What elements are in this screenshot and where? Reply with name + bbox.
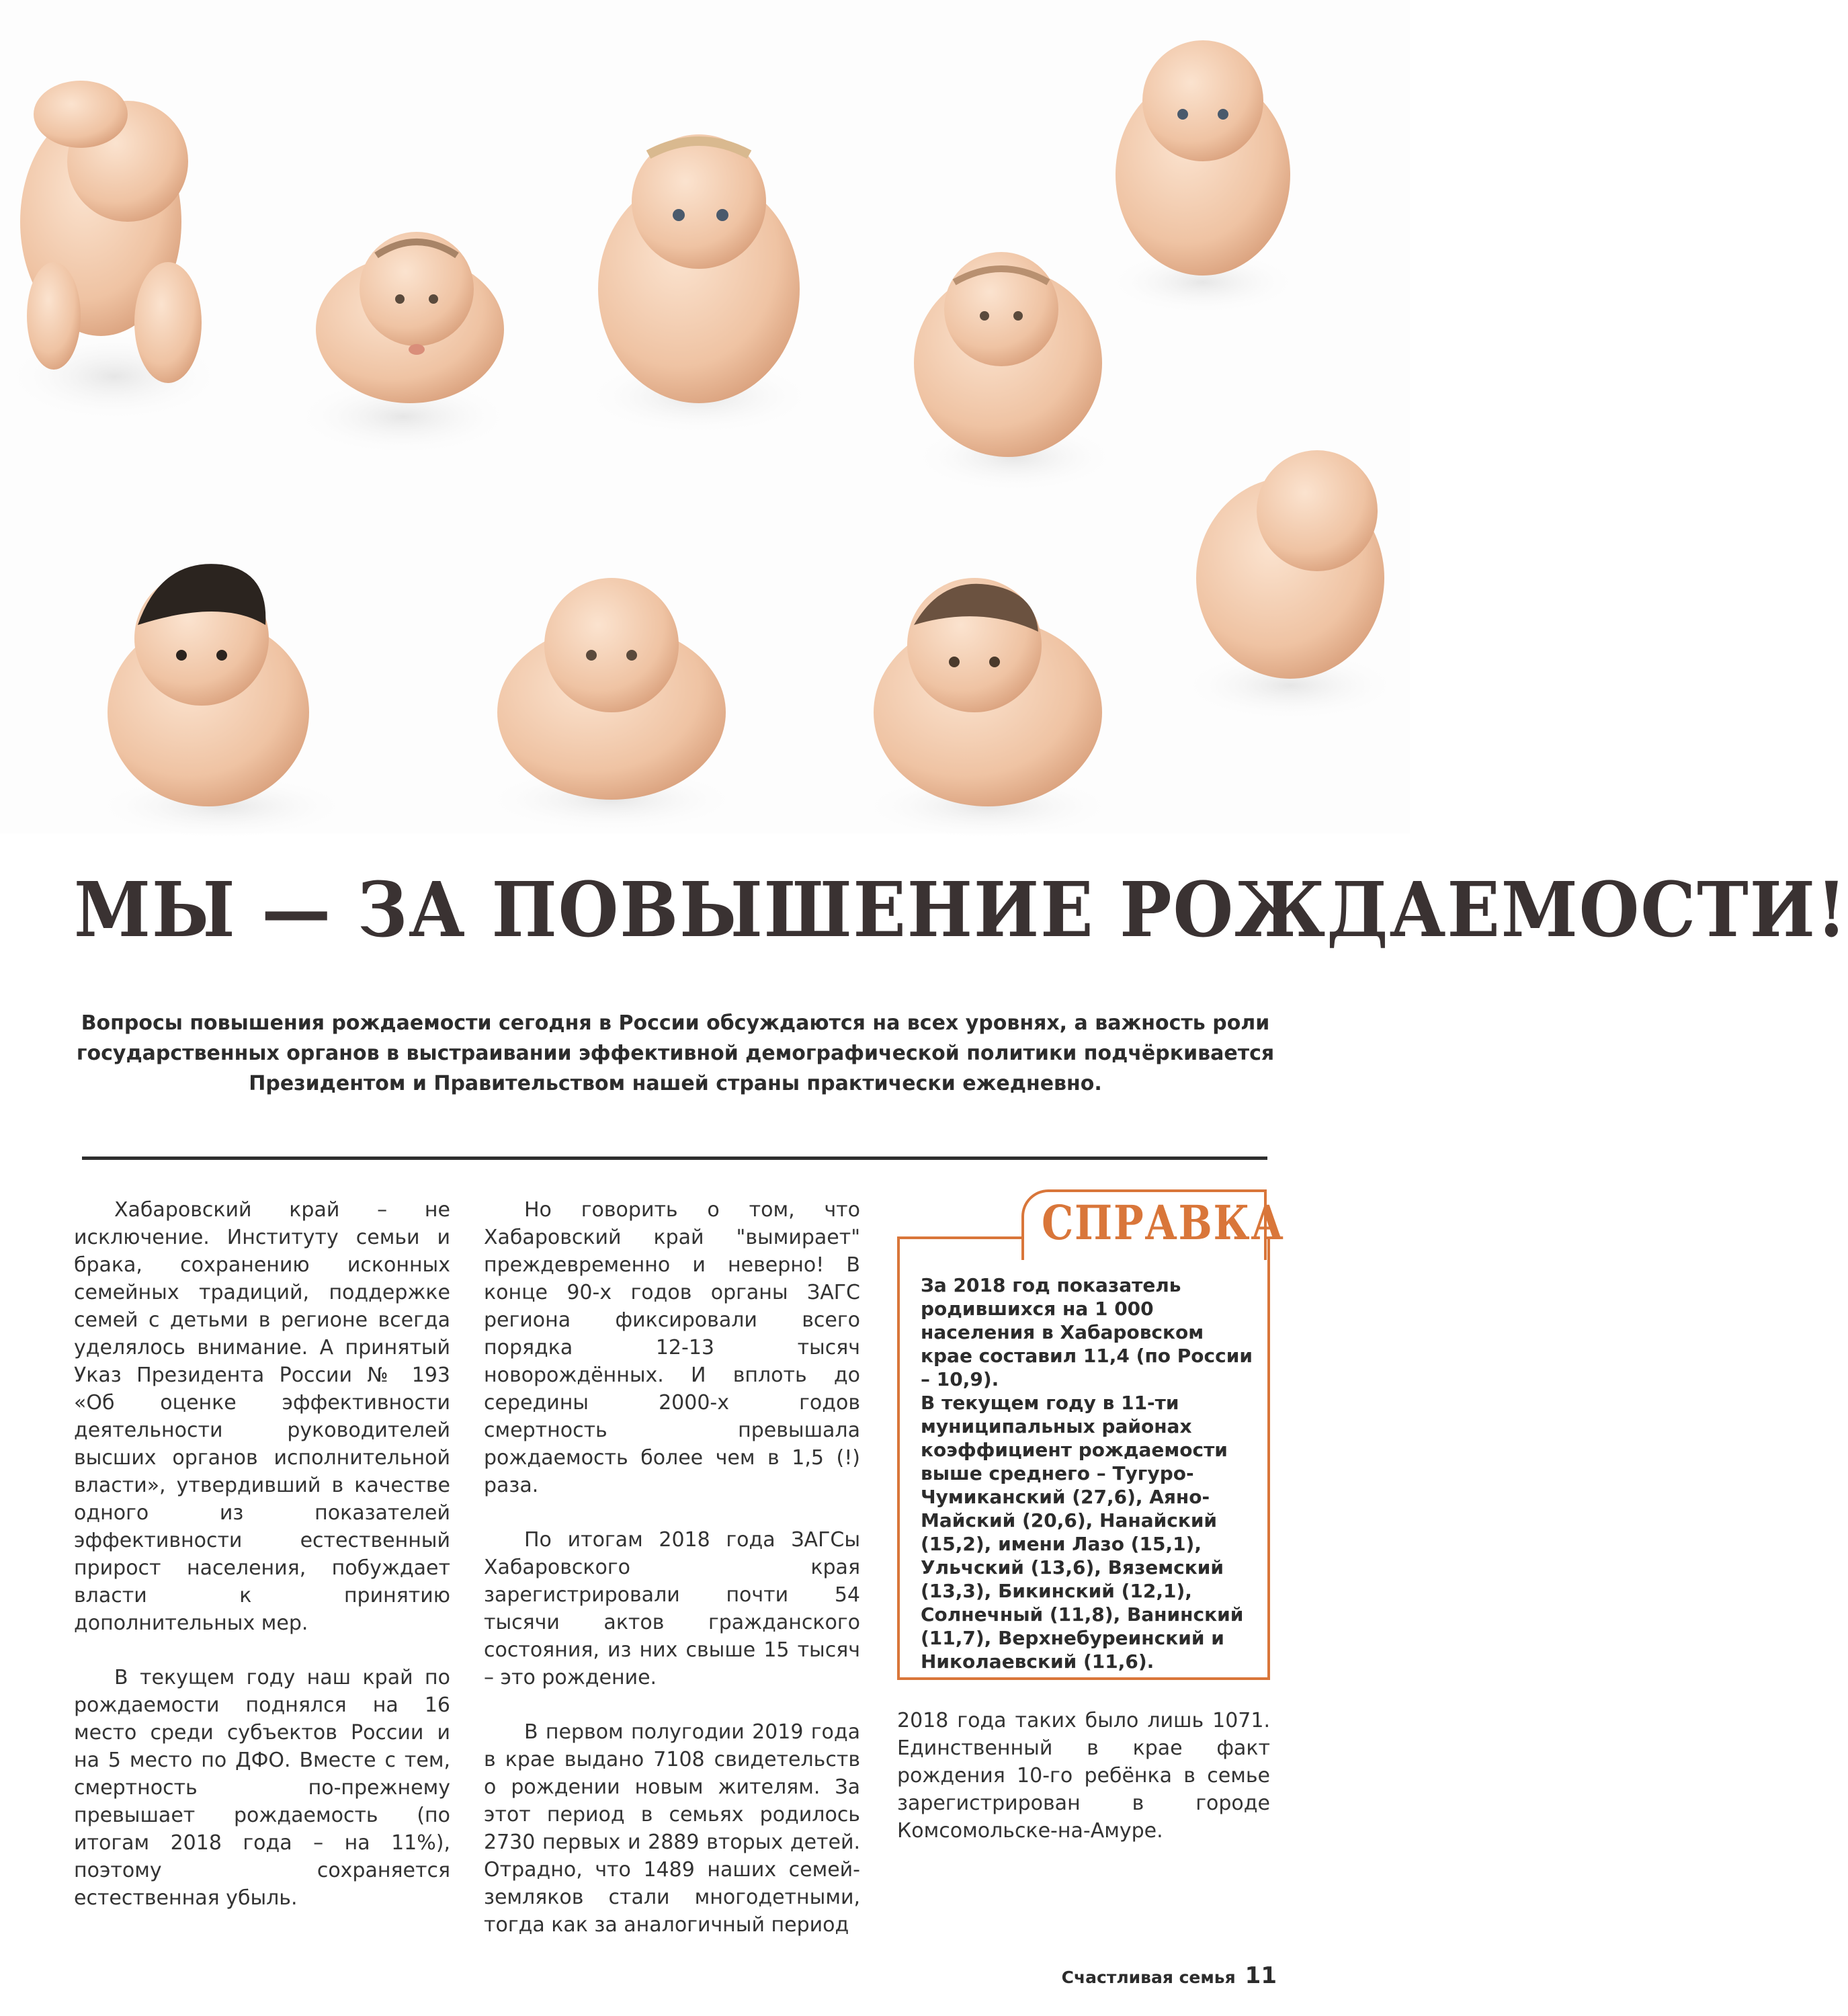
text-column-3 — [897, 1707, 1270, 1845]
info-box-text — [921, 1273, 1253, 1673]
paragraph: В первом полугодии 2019 года в крае выдано 7108 свидетельств о рождении новым жителям. За этот период в семьях родилось 2730 первых и 2889 вторых детей. Отрадно, что 1489 наших семей-земляков стали многодетными, тогда как за аналогичный период — [484, 1720, 860, 1937]
baby-figure — [853, 578, 1122, 840]
paragraph: За 2018 год показатель родившихся на 1 000 населения в Хабаровском крае составил 11,4 (по России – 10,9). — [921, 1274, 1253, 1390]
text-column-1 — [74, 1196, 450, 1912]
paragraph: Хабаровский край – не исключение. Институту семьи и брака, сохранению исконных семейных традиций, поддержке семей с детьми в регионе всегда уделялось внимание. А принятый Указ Президента России № 193 «Об оценке эффективности деятельности руководителей высших органов исполнительной власти», утвердивший в качестве одного из показателей эффективности естественный прирост населения, побуждает власти к принятию дополнительных мер. — [74, 1198, 450, 1635]
baby-figure — [907, 252, 1122, 494]
article-title: МЫ — ЗА ПОВЫШЕНИЕ РОЖДАЕМОСТИ! — [74, 866, 1848, 954]
paragraph: В текущем году в 11-ти муниципальных районах коэффициент рождаемости выше среднего – Тугуро-Чумиканский (27,6), Аяно-Майский (20,6), Нанайский (15,2), имени Лазо (15,1), Ульчский (13,6), Вяземский (13,3), Бикинский (12,1), Солнечный (11,8), Ванинский (11,7), Верхнебуреинский и Николаевский (11,6). — [921, 1392, 1244, 1673]
text-column-2 — [484, 1196, 860, 1939]
paragraph: Но говорить о том, что Хабаровский край "вымирает" преждевременно и неверно! В конце 90-х годов органы ЗАГС региона фиксировали всего порядка 12-13 тысяч новорождённых. И вплоть до середины 2000-х годов смертность превышала рождаемость более чем в 1,5 (!) раза. — [484, 1198, 860, 1497]
baby-figure — [1102, 40, 1304, 316]
page-number: 11 — [1245, 1962, 1277, 1989]
baby-figure — [1176, 450, 1404, 722]
page-footer — [1048, 1962, 1277, 1989]
info-box-title: СПРАВКА — [1042, 1195, 1285, 1251]
baby-figure — [0, 81, 228, 423]
baby-figure — [477, 578, 746, 833]
babies-illustration — [0, 0, 1410, 833]
paragraph: 2018 года таких было лишь 1071. Единственный в крае факт рождения 10-го ребёнка в семье зарегистрирован в городе Комсомольске-на-Амуре. — [897, 1709, 1270, 1843]
divider-line — [82, 1157, 1267, 1160]
babies-photo — [0, 0, 1410, 833]
paragraph: По итогам 2018 года ЗАГСы Хабаровского края зарегистрировали почти 54 тысячи актов гражданского состояния, из них свыше 15 тысяч – это рождение. — [484, 1528, 860, 1689]
article-lead: Вопросы повышения рождаемости сегодня в России обсуждаются на всех уровнях, а важность роли государственных органов в выстраивании эффективной демографической политики подчёркивается Президентом и Правительством нашей страны практически ежедневно. — [76, 1011, 1275, 1095]
baby-figure — [289, 232, 517, 457]
magazine-name: Счастливая семья — [1061, 1968, 1236, 1987]
baby-figure — [87, 564, 356, 840]
paragraph: В текущем году наш край по рождаемости поднялся на 16 место среди субъектов России и на 5 место по ДФО. Вместе с тем, смертность по-прежнему превышает рождаемость (по итогам 2018 года – на 11%), поэтому сохраняется естественная убыль. — [74, 1666, 450, 1910]
baby-figure — [578, 134, 820, 437]
